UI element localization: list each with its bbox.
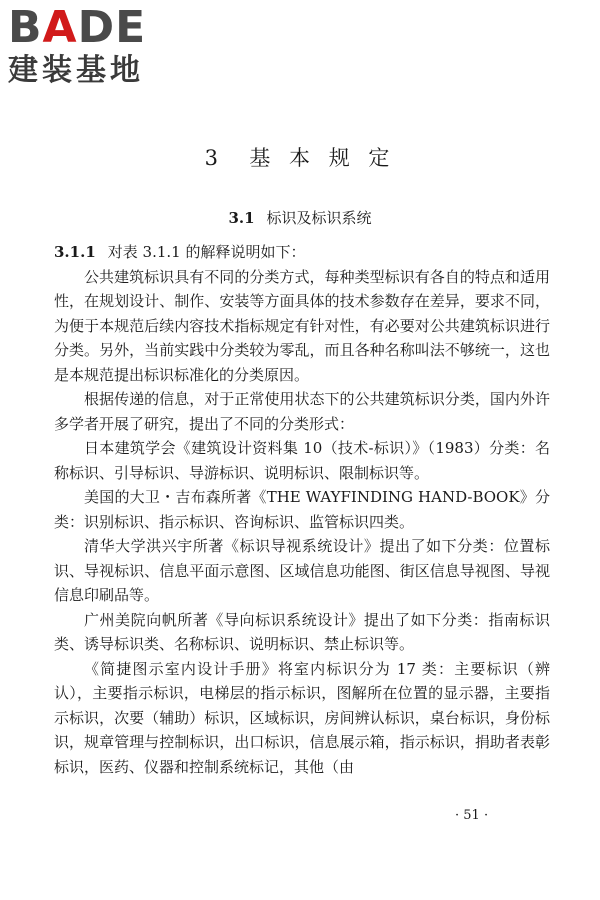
logo-subtitle: 建装基地	[8, 53, 144, 88]
chapter-number: 3	[204, 146, 224, 170]
section-title	[0, 207, 600, 228]
paragraph: 日本建筑学会《建筑设计资料集 10（技术-标识）》（1983）分类：名称标识、引导标识、导游标识、说明标识、限制标识等。	[54, 439, 550, 482]
body-text	[54, 240, 550, 779]
clause-number: 3.1.1	[54, 243, 96, 261]
paragraph: 公共建筑标识具有不同的分类方式，每种类型标识有各自的特点和适用性，在规划设计、制作、安装等方面具体的技术参数存在差异，要求不同，为便于本规范后续内容技术指标规定有针对性，有必要对公共建筑标识进行分类。另外，当前实践中分类较为零乱，而且各种名称叫法不够统一，这也是本规范提出标识标准化的分类原因。	[54, 267, 550, 384]
paragraph: 根据传递的信息，对于正常使用状态下的公共建筑标识分类，国内外许多学者开展了研究，提出了不同的分类形式：	[54, 390, 550, 433]
bade-logo	[8, 2, 178, 88]
clause-lead: 对表 3.1.1 的解释说明如下：	[107, 243, 306, 261]
paragraph: 美国的大卫・吉布森所著《THE WAYFINDING HAND-BOOK》分类：识别标识、指示标识、咨询标识、监管标识四类。	[54, 488, 550, 531]
clause-heading	[54, 240, 550, 265]
chapter-name: 基 本 规 定	[249, 146, 396, 170]
chapter-title	[0, 142, 600, 172]
section-name: 标识及标识系统	[266, 209, 372, 227]
paragraph: 清华大学洪兴宇所著《标识导视系统设计》提出了如下分类：位置标识、导视标识、信息平面示意图、区域信息功能图、街区信息导视图、导视信息印刷品等。	[54, 537, 550, 604]
section-number: 3.1	[228, 209, 255, 227]
paragraph: 广州美院向帆所著《导向标识系统设计》提出了如下分类：指南标识类、诱导标识类、名称标识、说明标识、禁止标识等。	[54, 610, 550, 653]
logo-wordmark: BADE	[8, 2, 147, 53]
page-number: · 51 ·	[455, 808, 489, 823]
paragraph: 《简捷图示室内设计手册》将室内标识分为 17 类：主要标识（辨认），主要指示标识，电梯层的指示标识，图解所在位置的显示器，主要指示标识，次要（辅助）标识，区域标识，房间辨认标识，桌台标识，身份标识，规章管理与控制标识，出口标识，信息展示箱，指示标识，捐助者表彰标识，医药、仪器和控制系统标记，其他（由	[54, 659, 550, 776]
